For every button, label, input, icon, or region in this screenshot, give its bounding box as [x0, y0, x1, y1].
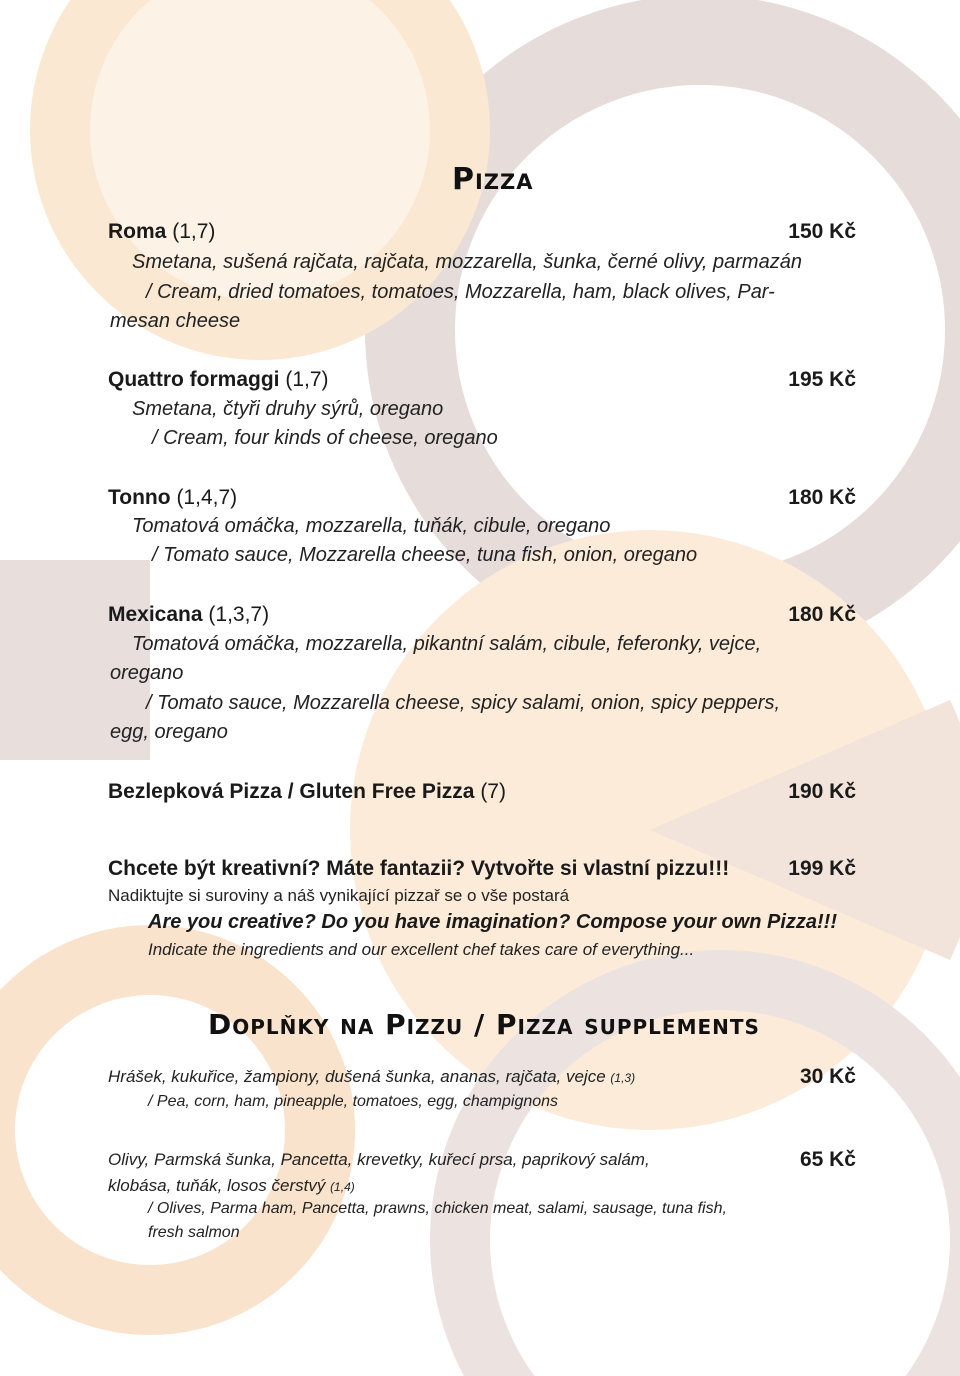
menu-item-name [108, 368, 329, 392]
item-desc-cz: Smetana, čtyři druhy sýrů, oregano [132, 398, 444, 420]
item-desc-en: / Tomato sauce, Mozzarella cheese, spicy salami, onion, spicy peppers, [146, 692, 781, 714]
supplements-section-title: Doplňky na Pizzu / Pizza supplements [208, 1008, 760, 1041]
item-desc-en: / Cream, dried tomatoes, tomatoes, Mozzarella, ham, black olives, Par- [146, 281, 775, 303]
item-desc-en: / Cream, four kinds of cheese, oregano [152, 427, 498, 449]
supplement-desc-cz [108, 1067, 635, 1087]
item-desc-en-cont: egg, oregano [110, 721, 228, 743]
item-name: Quattro formaggi [108, 368, 280, 391]
custom-pizza-heading: Chcete být kreativní? Máte fantazii? Vytvořte si vlastní pizzu!!! [108, 857, 730, 880]
item-allergens: (1,7) [285, 368, 329, 391]
item-allergens: (1,4,7) [176, 486, 238, 509]
item-desc-cz: Tomatová omáčka, mozzarella, pikantní salám, cibule, feferonky, vejce, [132, 633, 762, 655]
custom-pizza-note-en: Indicate the ingredients and our excellent chef takes care of everything... [148, 940, 695, 959]
item-allergens: (7) [480, 780, 506, 803]
item-allergens: (1,7) [172, 220, 216, 243]
item-price: 180 Kč [788, 603, 856, 626]
menu-item-name [108, 220, 215, 244]
supplement-price: 65 Kč [799, 1148, 856, 1171]
item-allergens: (1,3,7) [208, 603, 270, 626]
supplement-desc-en: / Pea, corn, ham, pineapple, tomatoes, egg, champignons [148, 1093, 559, 1110]
pizza-section-title: Pizza [452, 162, 534, 197]
supplement-desc-cz: Olivy, Parmská šunka, Pancetta, krevetky, kuřecí prsa, paprikový salám, [108, 1150, 650, 1169]
custom-pizza-heading-en: Are you creative? Do you have imagination? Compose your own Pizza!!! [148, 911, 838, 933]
supplement-text: Hrášek, kukuřice, žampiony, dušená šunka, ananas, rajčata, vejce [108, 1067, 606, 1086]
menu-item-name [108, 486, 237, 510]
item-price: 180 Kč [788, 486, 856, 509]
menu-item-name [108, 780, 506, 804]
item-name: Tonno [108, 486, 171, 509]
item-name: Roma [108, 220, 167, 243]
item-price: 195 Kč [788, 368, 856, 391]
item-desc-cz-cont: oregano [110, 662, 184, 684]
supplement-desc-en-cont: fresh salmon [148, 1224, 240, 1241]
item-desc-en: / Tomato sauce, Mozzarella cheese, tuna fish, onion, oregano [152, 544, 698, 566]
supplement-price: 30 Kč [799, 1065, 856, 1088]
item-price: 150 Kč [788, 220, 856, 243]
supplement-allergens: (1,3) [610, 1071, 636, 1085]
supplement-desc-cz-cont [108, 1176, 355, 1196]
supplement-text: klobása, tuňák, losos čerstvý [108, 1176, 326, 1195]
custom-pizza-note-cz: Nadiktujte si suroviny a náš vynikající pizzař se o vše postará [108, 886, 570, 905]
item-desc-cz: Tomatová omáčka, mozzarella, tuňák, cibule, oregano [132, 515, 611, 537]
item-desc-cz: Smetana, sušená rajčata, rajčata, mozzarella, šunka, černé olivy, parmazán [132, 251, 802, 273]
menu-item-name [108, 603, 269, 627]
item-name: Bezlepková Pizza / Gluten Free Pizza [108, 780, 475, 803]
item-price: 190 Kč [788, 780, 856, 803]
supplement-allergens: (1,4) [330, 1180, 355, 1194]
item-name: Mexicana [108, 603, 203, 626]
supplement-desc-en: / Olives, Parma ham, Pancetta, prawns, chicken meat, salami, sausage, tuna fish, [148, 1200, 727, 1217]
item-desc-en-cont: mesan cheese [110, 310, 241, 332]
custom-pizza-price: 199 Kč [788, 857, 856, 880]
